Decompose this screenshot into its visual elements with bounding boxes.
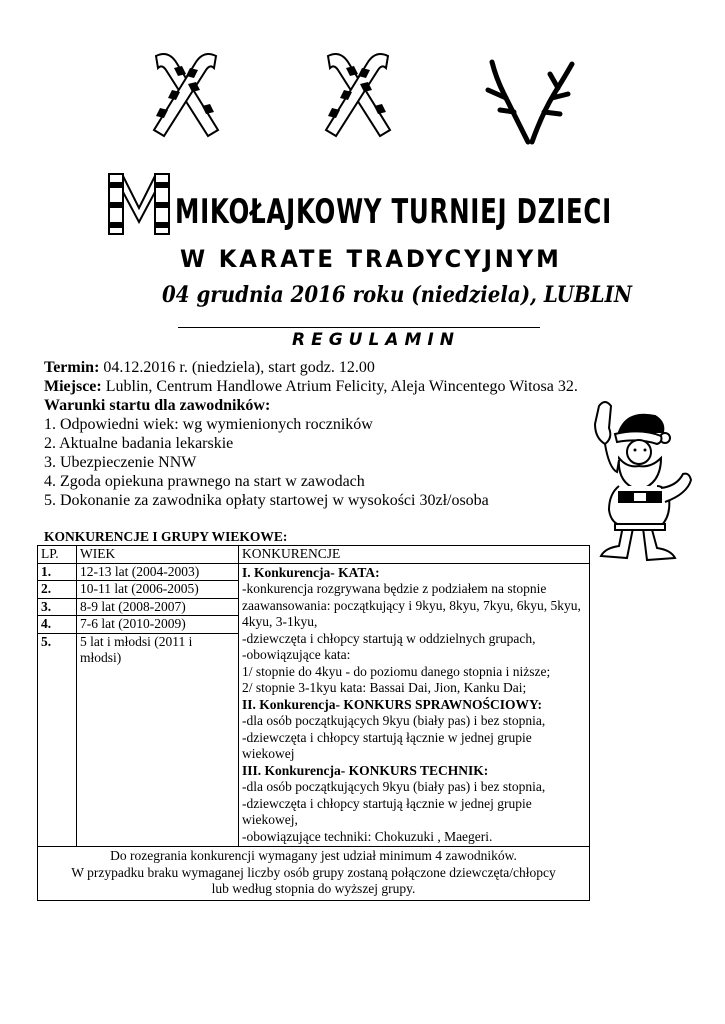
konkurencja-title: II. Konkurencja- KONKURS SPRAWNOŚCIOWY: — [242, 696, 543, 712]
warunek-item: 1. Odpowiedni wiek: wg wymienionych roczników — [44, 416, 373, 433]
row-wiek: 10-11 lat (2006-2005) — [77, 581, 239, 599]
konkurencja-line: 1/ stopnie do 4kyu - do poziomu danego stopnia i niższe; — [242, 663, 551, 679]
event-date: 04 grudnia 2016 roku (niedziela), LUBLIN — [162, 282, 632, 308]
row-wiek: 7-6 lat (2010-2009) — [77, 616, 239, 634]
konkurencja-line: -obowiązujące techniki: Chokuzuki , Maegeri. — [242, 828, 493, 844]
heading-regulamin: REGULAMIN — [292, 330, 460, 350]
warunek-item: 3. Ubezpieczenie NNW — [44, 454, 197, 471]
miejsce-label: Miejsce: — [44, 378, 102, 395]
competition-table — [37, 545, 590, 901]
row-wiek: 8-9 lat (2008-2007) — [77, 598, 239, 616]
warunki-label: Warunki startu dla zawodników: — [44, 397, 271, 414]
row-lp: 4. — [38, 616, 77, 634]
header-wiek: WIEK — [77, 546, 239, 564]
table-footer — [38, 847, 590, 901]
divider — [178, 327, 540, 328]
warunek-item: 2. Aktualne badania lekarskie — [44, 435, 234, 452]
footer-line: W przypadku braku wymaganej liczby osób grupy zostaną połączone dziewczęta/chłopcy — [71, 864, 556, 880]
reindeer-antlers-icon — [484, 54, 576, 146]
miejsce-value: Lublin, Centrum Handlowe Atrium Felicity, Aleja Wincentego Witosa 32. — [105, 378, 578, 395]
candy-cane-x-icon — [318, 48, 398, 140]
page-title: MIKOŁAJKOWY TURNIEJ DZIECI — [175, 192, 612, 232]
footer-line: lub według stopnia do wyższej grupy. — [211, 881, 416, 896]
warunek-item: 4. Zgoda opiekuna prawnego na start w zawodach — [44, 473, 365, 490]
row-lp: 2. — [38, 581, 77, 599]
header-lp: LP. — [38, 546, 77, 564]
konkurencja-line: -dla osób początkujących 9kyu (biały pas) i bez stopnia, — [242, 779, 546, 794]
row-lp: 3. — [38, 598, 77, 616]
konkurencja-line: -dziewczęta i chłopcy startują łącznie w jednej grupie wiekowej — [242, 729, 532, 761]
santa-claus-icon — [565, 398, 695, 566]
konkurencja-title: I. Konkurencja- KATA: — [242, 564, 380, 580]
termin-line — [44, 358, 664, 377]
table-footer-row — [38, 847, 590, 901]
row-wiek: 12-13 lat (2004-2003) — [77, 563, 239, 581]
konkurencja-line: -dziewczęta i chłopcy startują w oddzielnych grupach, — [242, 630, 536, 646]
header-konkurencje: KONKURENCJE — [239, 546, 590, 564]
section-title: KONKURENCJE I GRUPY WIEKOWE: — [44, 529, 288, 544]
footer-line: Do rozegrania konkurencji wymagany jest udział minimum 4 zawodników. — [110, 848, 517, 863]
row-lp: 5. — [38, 633, 77, 846]
konkurencja-line: -konkurencja rozgrywana będzie z podziałem na stopnie zaawansowania: początkujący i 9kyu, 8kyu, 7kyu, 6kyu, 5kyu, 4kyu, 3-1kyu, — [242, 581, 581, 629]
title-block — [105, 168, 625, 248]
konkurencja-line: -obowiązujące kata: — [242, 647, 351, 662]
row-lp: 1. — [38, 563, 77, 581]
subtitle: W KARATE TRADYCYJNYM — [180, 245, 562, 273]
termin-label: Termin: — [44, 359, 100, 376]
table-row — [38, 563, 590, 581]
warunek-item: 5. Dokonanie za zawodnika opłaty startowej w wysokości 30zł/osoba — [44, 492, 489, 509]
candy-cane-x-icon — [146, 48, 226, 140]
miejsce-line — [44, 377, 664, 396]
konkurencja-line: 2/ stopnie 3-1kyu kata: Bassai Dai, Jion, Kanku Dai; — [242, 680, 527, 695]
termin-value: 04.12.2016 r. (niedziela), start godz. 12.00 — [103, 359, 375, 376]
konkurencja-line: -dziewczęta i chłopcy startują łącznie w jednej grupie wiekowej, — [242, 795, 532, 827]
candy-letter-m-icon — [105, 168, 175, 238]
konkurencje-cell — [239, 563, 590, 847]
konkurencja-title: III. Konkurencja- KONKURS TECHNIK: — [242, 762, 489, 778]
row-wiek: 5 lat i młodsi (2011 i młodsi) — [77, 633, 239, 846]
konkurencja-line: -dla osób początkujących 9kyu (biały pas) i bez stopnia, — [242, 713, 546, 728]
table-header-row — [38, 546, 590, 564]
